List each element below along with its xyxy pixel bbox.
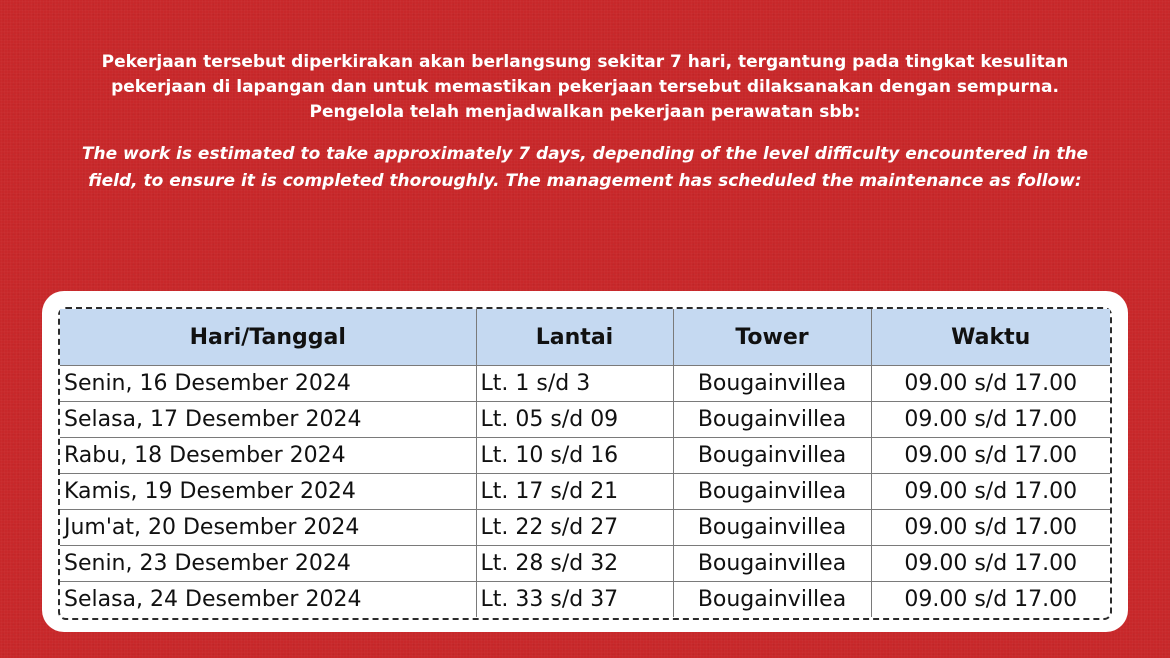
cell-date: Kamis, 19 Desember 2024 xyxy=(60,474,476,510)
cell-tower: Bougainvillea xyxy=(673,438,871,474)
cell-floor: Lt. 1 s/d 3 xyxy=(476,366,673,402)
intro-english-line: The work is estimated to take approximately 7 days, depending of the level difficulty encountered in the xyxy=(81,144,1089,164)
cell-floor: Lt. 33 s/d 37 xyxy=(476,582,673,618)
intro-indonesian-line: pekerjaan di lapangan dan untuk memastikan pekerjaan tersebut dilaksanakan dengan sempurna. xyxy=(111,77,1059,97)
cell-date: Senin, 23 Desember 2024 xyxy=(60,546,476,582)
cell-time: 09.00 s/d 17.00 xyxy=(871,366,1110,402)
cell-date: Selasa, 24 Desember 2024 xyxy=(60,582,476,618)
intro-indonesian-line: Pekerjaan tersebut diperkirakan akan berlangsung sekitar 7 hari, tergantung pada tingkat kesulitan xyxy=(101,52,1069,72)
cell-tower: Bougainvillea xyxy=(673,582,871,618)
cell-time: 09.00 s/d 17.00 xyxy=(871,474,1110,510)
intro-indonesian-line: Pengelola telah menjadwalkan pekerjaan perawatan sbb: xyxy=(309,102,861,122)
schedule-table xyxy=(60,309,1110,617)
cell-date: Selasa, 17 Desember 2024 xyxy=(60,402,476,438)
table-row xyxy=(60,366,1110,402)
table-row xyxy=(60,474,1110,510)
cell-tower: Bougainvillea xyxy=(673,474,871,510)
cell-floor: Lt. 05 s/d 09 xyxy=(476,402,673,438)
intro-text xyxy=(0,50,1170,195)
header-date: Hari/Tanggal xyxy=(60,309,476,366)
cell-tower: Bougainvillea xyxy=(673,546,871,582)
header-time: Waktu xyxy=(871,309,1110,366)
header-floor: Lantai xyxy=(476,309,673,366)
table-row xyxy=(60,510,1110,546)
cell-floor: Lt. 22 s/d 27 xyxy=(476,510,673,546)
intro-english-line: field, to ensure it is completed thoroughly. The management has scheduled the maintenance as follow: xyxy=(88,171,1082,191)
cell-floor: Lt. 10 s/d 16 xyxy=(476,438,673,474)
cell-floor: Lt. 28 s/d 32 xyxy=(476,546,673,582)
cell-floor: Lt. 17 s/d 21 xyxy=(476,474,673,510)
cell-time: 09.00 s/d 17.00 xyxy=(871,582,1110,618)
cell-date: Rabu, 18 Desember 2024 xyxy=(60,438,476,474)
intro-english xyxy=(0,141,1170,195)
table-row xyxy=(60,546,1110,582)
cell-tower: Bougainvillea xyxy=(673,510,871,546)
table-row xyxy=(60,582,1110,618)
intro-indonesian xyxy=(0,50,1170,125)
cell-time: 09.00 s/d 17.00 xyxy=(871,546,1110,582)
header-tower: Tower xyxy=(673,309,871,366)
table-row xyxy=(60,402,1110,438)
cell-date: Jum'at, 20 Desember 2024 xyxy=(60,510,476,546)
table-header-row xyxy=(60,309,1110,366)
table-row xyxy=(60,438,1110,474)
cell-tower: Bougainvillea xyxy=(673,402,871,438)
cell-time: 09.00 s/d 17.00 xyxy=(871,402,1110,438)
cell-date: Senin, 16 Desember 2024 xyxy=(60,366,476,402)
cell-time: 09.00 s/d 17.00 xyxy=(871,438,1110,474)
cell-tower: Bougainvillea xyxy=(673,366,871,402)
cell-time: 09.00 s/d 17.00 xyxy=(871,510,1110,546)
